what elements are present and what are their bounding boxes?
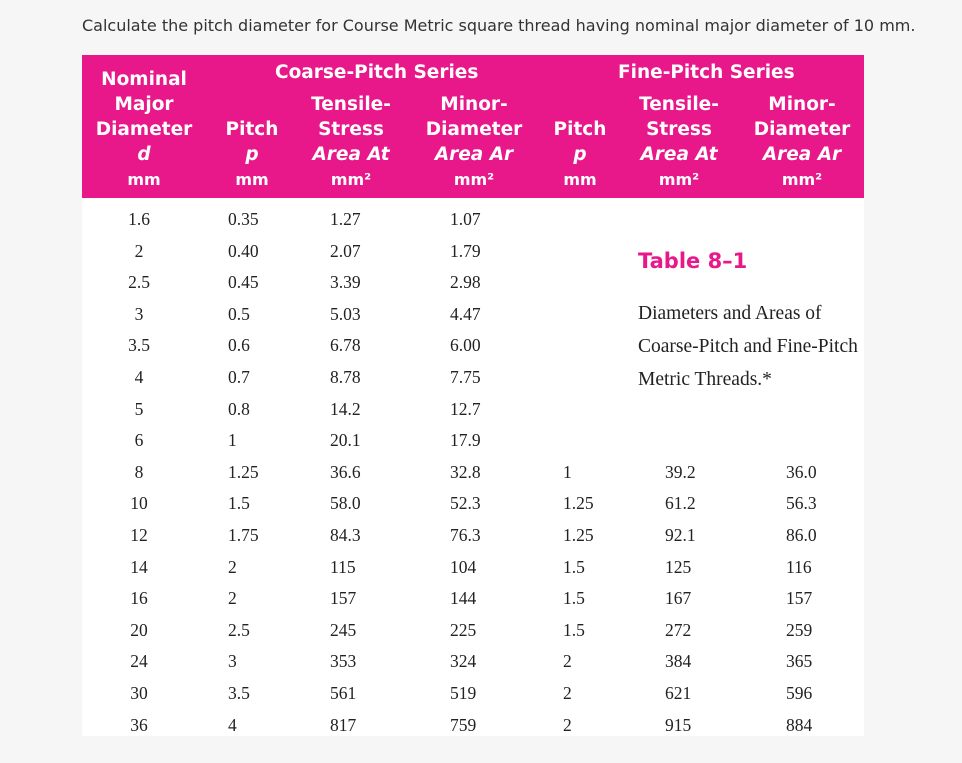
cell-tensile-coarse: 3.39 (330, 272, 361, 293)
cell-nominal-diameter: 8 (134, 461, 144, 482)
cell-pitch-fine: 1 (563, 461, 572, 482)
table-row (82, 676, 864, 708)
question-text: Calculate the pitch diameter for Course Metric square thread having nominal major diameter of 10 mm. (82, 16, 916, 35)
table-row (82, 644, 864, 676)
cell-tensile-coarse: 115 (330, 556, 356, 577)
cell-tensile-coarse: 8.78 (330, 367, 361, 387)
header-pitch-fine: Pitch p mm (553, 119, 607, 189)
cell-minor-coarse: 225 (450, 619, 477, 640)
cell-nominal-diameter: 12 (130, 525, 148, 545)
cell-pitch-coarse: 3.5 (228, 683, 250, 703)
table-row (82, 613, 864, 645)
cell-tensile-coarse: 20.1 (330, 430, 361, 451)
cell-nominal-diameter: 2.5 (128, 272, 150, 293)
table-header (82, 55, 864, 198)
cell-pitch-coarse: 1.25 (228, 461, 259, 482)
cell-nominal-diameter: 30 (130, 683, 148, 703)
cell-tensile-coarse: 245 (330, 619, 357, 640)
cell-tensile-fine: 621 (665, 683, 692, 703)
cell-pitch-coarse: 1 (228, 430, 237, 451)
cell-nominal-diameter: 24 (130, 651, 148, 672)
cell-minor-coarse: 32.8 (450, 461, 481, 482)
cell-pitch-fine: 1.5 (563, 588, 585, 609)
cell-pitch-coarse: 1.5 (228, 493, 250, 514)
cell-pitch-coarse: 2 (228, 556, 237, 577)
header-tensile-fine: Tensile- Stress Area At mm² (639, 94, 719, 189)
cell-minor-coarse: 759 (450, 714, 477, 735)
cell-nominal-diameter: 2 (134, 240, 144, 261)
cell-tensile-fine: 915 (665, 714, 692, 735)
cell-pitch-fine: 1.25 (563, 493, 594, 514)
cell-pitch-coarse: 0.35 (228, 209, 259, 229)
cell-tensile-coarse: 84.3 (330, 525, 361, 545)
cell-pitch-coarse: 0.40 (228, 240, 259, 261)
cell-tensile-fine: 61.2 (665, 493, 696, 514)
cell-pitch-coarse: 0.6 (228, 335, 250, 356)
cell-nominal-diameter: 3.5 (128, 335, 150, 356)
table-row (82, 455, 864, 487)
cell-minor-fine: 596 (786, 683, 813, 703)
cell-minor-fine: 116 (786, 556, 812, 577)
cell-pitch-fine: 1.5 (563, 556, 585, 577)
cell-nominal-diameter: 36 (130, 714, 148, 735)
cell-pitch-coarse: 0.5 (228, 303, 250, 324)
table-row (82, 392, 864, 424)
cell-nominal-diameter: 4 (134, 367, 144, 387)
cell-nominal-diameter: 5 (134, 398, 144, 419)
cell-nominal-diameter: 1.6 (128, 209, 150, 229)
cell-tensile-fine: 125 (665, 556, 692, 577)
cell-tensile-fine: 384 (665, 651, 692, 672)
cell-minor-coarse: 1.07 (450, 209, 481, 229)
cell-pitch-fine: 1.25 (563, 525, 594, 545)
cell-pitch-coarse: 2.5 (228, 619, 250, 640)
cell-minor-coarse: 1.79 (450, 240, 481, 261)
table-row (82, 518, 864, 550)
table-row (82, 708, 864, 740)
cell-tensile-coarse: 14.2 (330, 398, 361, 419)
table-row (82, 202, 864, 234)
cell-pitch-coarse: 0.8 (228, 398, 250, 419)
cell-minor-coarse: 519 (450, 683, 477, 703)
cell-tensile-fine: 92.1 (665, 525, 696, 545)
table-row (82, 423, 864, 455)
cell-minor-coarse: 12.7 (450, 398, 481, 419)
header-minor-coarse: Minor- Diameter Area Ar mm² (425, 94, 523, 189)
cell-minor-coarse: 7.75 (450, 367, 481, 387)
thread-table (82, 55, 864, 736)
table-caption-text: Diameters and Areas of Coarse-Pitch and Fine-Pitch Metric Threads.* (638, 303, 858, 390)
table-row (82, 550, 864, 582)
cell-minor-coarse: 17.9 (450, 430, 481, 451)
cell-tensile-coarse: 58.0 (330, 493, 361, 514)
cell-pitch-fine: 2 (563, 683, 572, 703)
cell-tensile-coarse: 5.03 (330, 303, 361, 324)
coarse-series-title: Coarse-Pitch Series (275, 62, 479, 83)
cell-tensile-coarse: 36.6 (330, 461, 361, 482)
cell-tensile-coarse: 353 (330, 651, 357, 672)
cell-nominal-diameter: 10 (130, 493, 148, 514)
cell-minor-fine: 365 (786, 651, 813, 672)
cell-minor-coarse: 76.3 (450, 525, 481, 545)
header-minor-fine: Minor- Diameter Area Ar mm² (753, 94, 851, 189)
cell-tensile-coarse: 1.27 (330, 209, 361, 229)
cell-minor-fine: 56.3 (786, 493, 817, 514)
table-row (82, 581, 864, 613)
cell-minor-fine: 86.0 (786, 525, 817, 545)
cell-tensile-coarse: 2.07 (330, 240, 361, 261)
cell-minor-coarse: 6.00 (450, 335, 481, 356)
cell-nominal-diameter: 16 (130, 588, 148, 609)
header-tensile-coarse: Tensile- Stress Area At mm² (311, 94, 391, 189)
header-pitch-coarse: Pitch p mm (225, 119, 279, 189)
cell-nominal-diameter: 14 (130, 556, 148, 577)
fine-series-title: Fine-Pitch Series (618, 62, 795, 83)
cell-minor-fine: 157 (786, 588, 813, 609)
cell-tensile-coarse: 817 (330, 714, 357, 735)
cell-minor-fine: 36.0 (786, 461, 817, 482)
cell-pitch-fine: 2 (563, 651, 572, 672)
cell-minor-fine: 259 (786, 619, 813, 640)
cell-minor-coarse: 52.3 (450, 493, 481, 514)
cell-pitch-coarse: 1.75 (228, 525, 259, 545)
cell-nominal-diameter: 3 (134, 303, 144, 324)
cell-minor-coarse: 104 (450, 556, 477, 577)
cell-pitch-coarse: 0.7 (228, 367, 250, 387)
cell-nominal-diameter: 20 (130, 619, 148, 640)
cell-minor-coarse: 4.47 (450, 303, 481, 324)
cell-pitch-fine: 2 (563, 714, 572, 735)
cell-tensile-coarse: 6.78 (330, 335, 361, 356)
cell-tensile-fine: 167 (665, 588, 692, 609)
cell-minor-coarse: 324 (450, 651, 477, 672)
cell-minor-fine: 884 (786, 714, 813, 735)
cell-minor-coarse: 2.98 (450, 272, 481, 293)
cell-minor-coarse: 144 (450, 588, 477, 609)
table-caption-title: Table 8–1 (638, 249, 748, 273)
cell-tensile-fine: 39.2 (665, 461, 696, 482)
cell-pitch-coarse: 4 (228, 714, 237, 735)
cell-pitch-coarse: 2 (228, 588, 237, 609)
cell-tensile-coarse: 561 (330, 683, 357, 703)
cell-pitch-coarse: 0.45 (228, 272, 259, 293)
cell-nominal-diameter: 6 (134, 430, 144, 451)
header-nominal: Nominal Major Diameter d mm (95, 69, 193, 189)
cell-tensile-fine: 272 (665, 619, 692, 640)
cell-pitch-coarse: 3 (228, 651, 237, 672)
cell-tensile-coarse: 157 (330, 588, 357, 609)
cell-pitch-fine: 1.5 (563, 619, 585, 640)
table-row (82, 486, 864, 518)
